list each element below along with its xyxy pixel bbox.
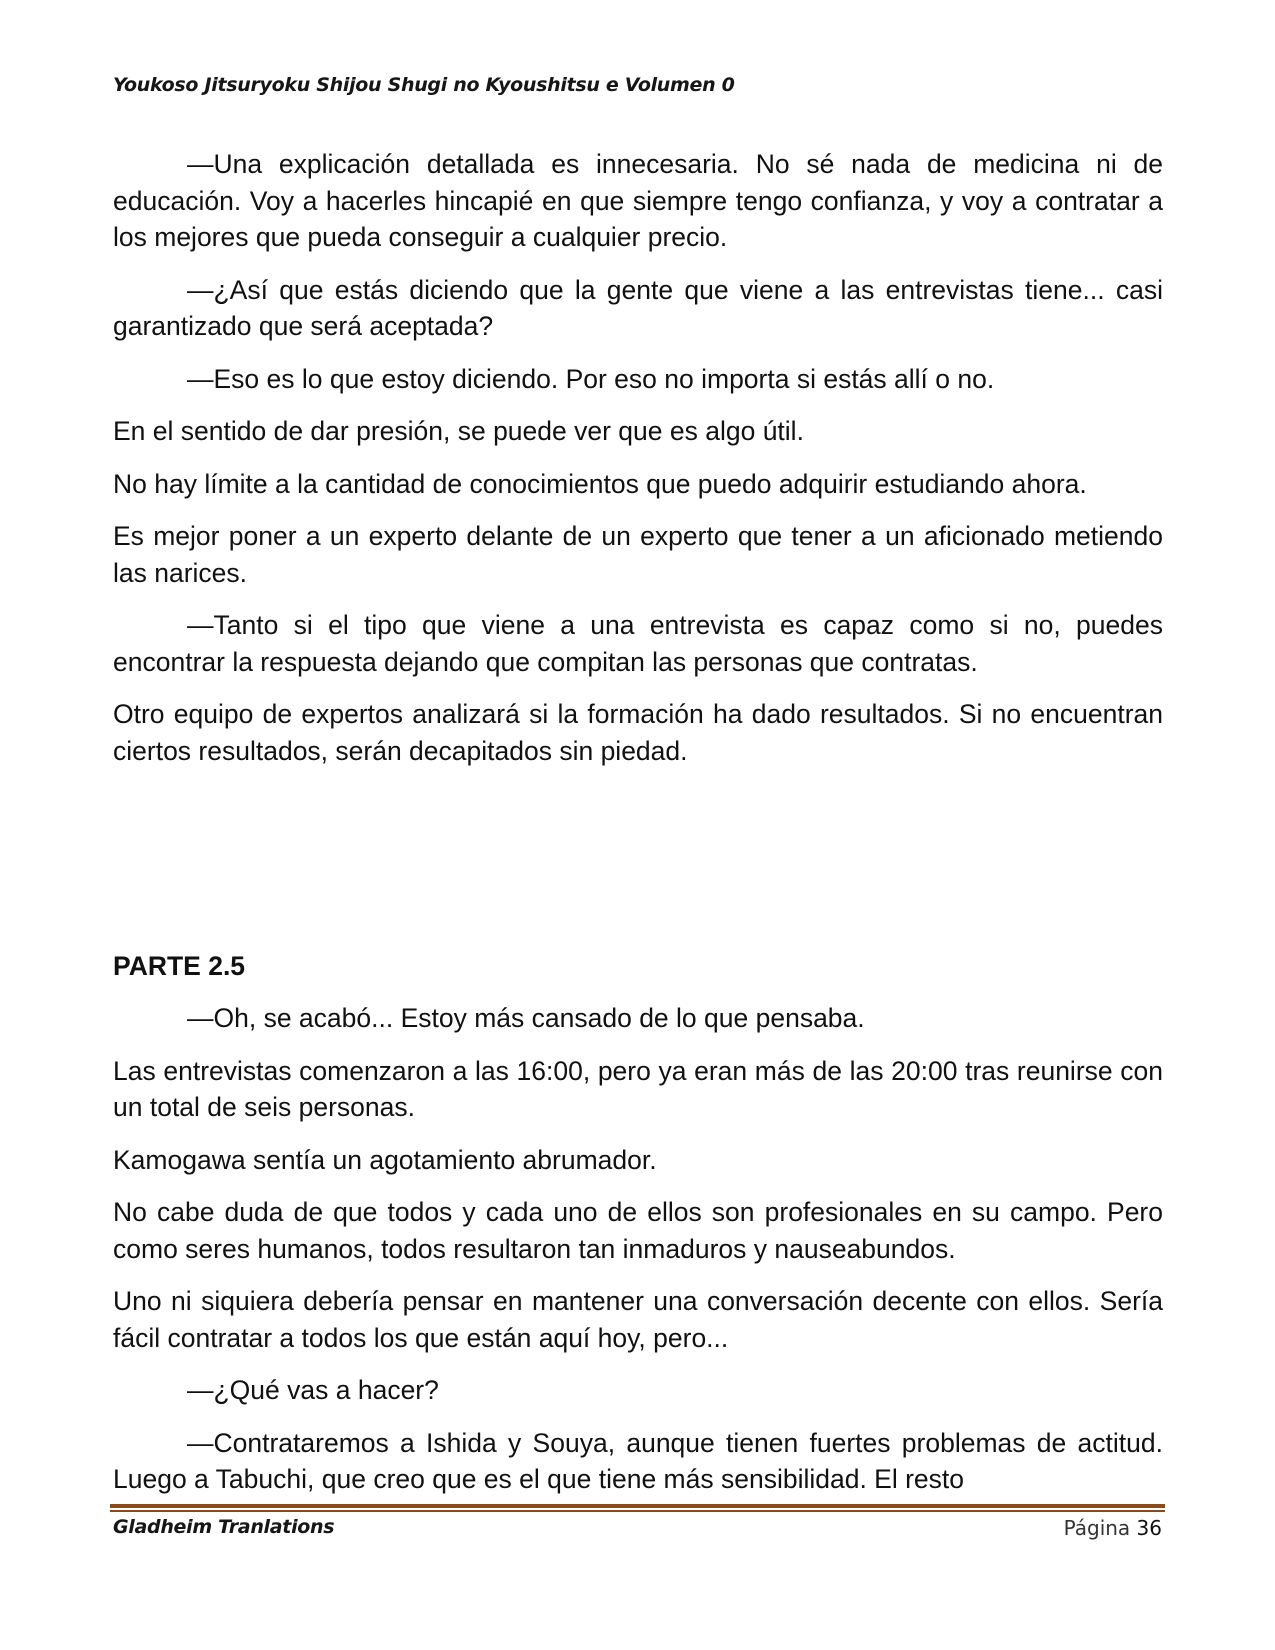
- footer-rule-thin: [110, 1510, 1165, 1512]
- paragraph: —Eso es lo que estoy diciendo. Por eso no importa si estás allí o no.: [187, 363, 995, 394]
- paragraph: No cabe duda de que todos y cada uno de ellos son profesionales en su campo. Pero como seres humanos, todos resultaron tan inmaduros y nauseabundos.: [113, 1197, 1163, 1264]
- page-number-value: 36: [1136, 1516, 1162, 1540]
- paragraph: No hay límite a la cantidad de conocimientos que puedo adquirir estudiando ahora.: [113, 468, 1087, 499]
- paragraph: Kamogawa sentía un agotamiento abrumador.: [113, 1144, 657, 1175]
- paragraph: —¿Así que estás diciendo que la gente que viene a las entrevistas tiene... casi garantizado que será aceptada?: [113, 274, 1163, 341]
- paragraph: Uno ni siquiera debería pensar en mantener una conversación decente con ellos. Sería fácil contratar a todos los que están aquí hoy, pero...: [113, 1286, 1163, 1353]
- page-number: [1064, 1516, 1162, 1540]
- section-heading: PARTE 2.5: [113, 951, 246, 981]
- paragraph: —Oh, se acabó... Estoy más cansado de lo que pensaba.: [187, 1003, 865, 1033]
- footer-rule: [110, 1504, 1165, 1513]
- paragraph: —Una explicación detallada es innecesaria. No sé nada de medicina ni de educación. Voy a hacerles hincapié en que siempre tengo confianza, y voy a contratar a los mejores que pueda conseguir a cualquier precio.: [113, 149, 1163, 252]
- running-header: Youkoso Jitsuryoku Shijou Shugi no Kyoushitsu e Volumen 0: [113, 74, 735, 96]
- footer-credit: Gladheim Tranlations: [113, 1516, 335, 1538]
- paragraph: Otro equipo de expertos analizará si la formación ha dado resultados. Si no encuentran ciertos resultados, serán decapitados sin piedad.: [113, 699, 1163, 766]
- paragraph: —¿Qué vas a hacer?: [187, 1375, 439, 1405]
- paragraph: En el sentido de dar presión, se puede ver que es algo útil.: [113, 416, 804, 446]
- page-label: Página: [1063, 1516, 1131, 1540]
- section-1-body: [113, 146, 1163, 785]
- footer-rule-thick: [110, 1504, 1165, 1508]
- paragraph: Las entrevistas comenzaron a las 16:00, pero ya eran más de las 20:00 tras reunirse con un total de seis personas.: [113, 1055, 1163, 1122]
- paragraph: —Tanto si el tipo que viene a una entrevista es capaz como si no, puedes encontrar la respuesta dejando que compitan las personas que contratas.: [113, 610, 1163, 677]
- section-2-body: [113, 1000, 1163, 1514]
- paragraph: Es mejor poner a un experto delante de un experto que tener a un aficionado metiendo las narices.: [113, 521, 1163, 588]
- paragraph: —Contrataremos a Ishida y Souya, aunque tienen fuertes problemas de actitud. Luego a Tabuchi, que creo que es el que tiene más sensibilidad. El resto: [113, 1427, 1163, 1494]
